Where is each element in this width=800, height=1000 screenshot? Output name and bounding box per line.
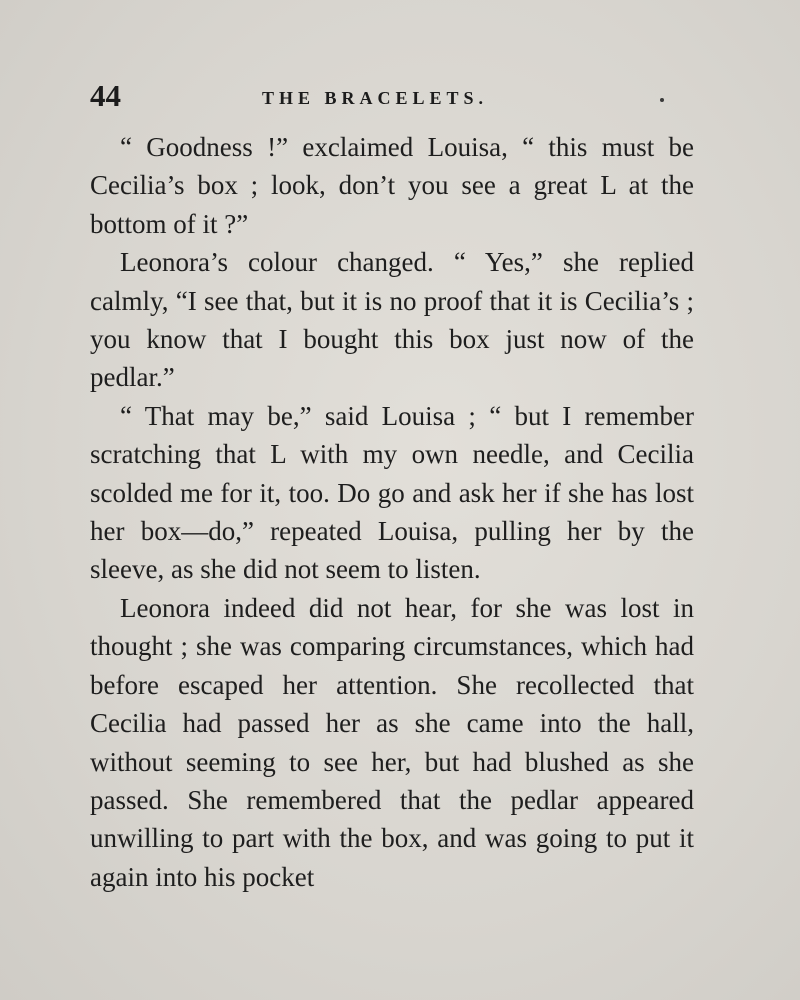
- page-header: [90, 76, 700, 116]
- body-text: [90, 128, 694, 896]
- ink-speck: [660, 98, 664, 102]
- paragraph-3: “ That may be,” said Louisa ; “ but I remember scratching that L with my own needle, and Cecilia scolded me for it, too. Do go and ask her if she has lost her box—do,” repeated Louisa, pulling her by the sleeve, as she did not seem to listen.: [90, 400, 694, 585]
- paragraph-2: Leonora’s colour changed. “ Yes,” she replied calmly, “I see that, but it is no proof that it is Cecilia’s ; you know that I bought this box just now of the pedlar.”: [90, 247, 694, 393]
- paragraph-4: Leonora indeed did not hear, for she was lost in thought ; she was comparing circumstances, which had before escaped her attention. She recollected that Cecilia had passed her as she came into the hall, without seeming to see her, but had blushed as she passed. She remembered that the pedlar appeared unwilling to part with the box, and was going to put it again into his pocket: [90, 592, 694, 892]
- running-title: THE BRACELETS.: [262, 88, 489, 108]
- paragraph-1: “ Goodness !” exclaimed Louisa, “ this must be Cecilia’s box ; look, don’t you see a great L at the bottom of it ?”: [90, 132, 694, 239]
- page-number: 44: [90, 78, 121, 113]
